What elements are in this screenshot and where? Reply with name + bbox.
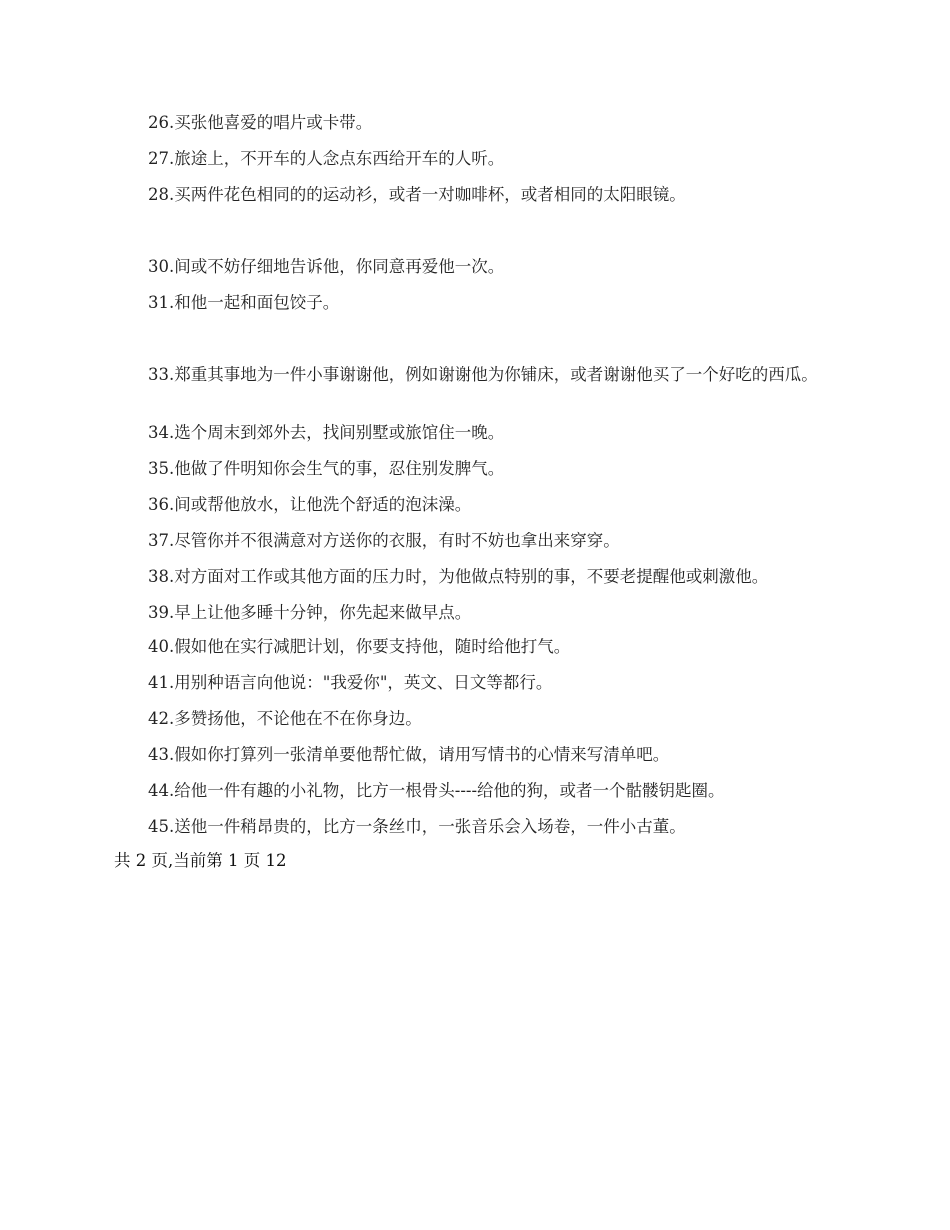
list-item-40: 40.假如他在实行减肥计划，你要支持他，随时给他打气。 bbox=[148, 637, 571, 656]
page-footer: 共 2 页,当前第 1 页 12 bbox=[114, 851, 287, 870]
list-item-35: 35.他做了件明知你会生气的事，忍住别发脾气。 bbox=[148, 459, 505, 478]
list-item-44: 44.给他一件有趣的小礼物，比方一根骨头----给他的狗，或者一个骷髅钥匙圈。 bbox=[148, 781, 725, 800]
list-item-41: 41.用别种语言向他说："我爱你"，英文、日文等都行。 bbox=[148, 673, 553, 692]
list-item-36: 36.间或帮他放水，让他洗个舒适的泡沫澡。 bbox=[148, 495, 472, 514]
list-item-30: 30.间或不妨仔细地告诉他，你同意再爱他一次。 bbox=[148, 257, 505, 276]
list-item-42: 42.多赞扬他，不论他在不在你身边。 bbox=[148, 709, 422, 728]
list-item-45: 45.送他一件稍昂贵的，比方一条丝巾，一张音乐会入场卷，一件小古董。 bbox=[148, 817, 686, 836]
list-item-37: 37.尽管你并不很满意对方送你的衣服，有时不妨也拿出来穿穿。 bbox=[148, 531, 620, 550]
list-item-33: 33.郑重其事地为一件小事谢谢他，例如谢谢他为你铺床，或者谢谢他买了一个好吃的西瓜。 bbox=[148, 365, 818, 384]
list-item-38: 38.对方面对工作或其他方面的压力时，为他做点特别的事，不要老提醒他或刺激他。 bbox=[148, 567, 769, 586]
list-item-26: 26.买张他喜爱的唱片或卡带。 bbox=[148, 113, 373, 132]
list-item-34: 34.选个周末到郊外去，找间别墅或旅馆住一晚。 bbox=[148, 423, 505, 442]
list-item-28: 28.买两件花色相同的的运动衫，或者一对咖啡杯，或者相同的太阳眼镜。 bbox=[148, 185, 686, 204]
list-item-43: 43.假如你打算列一张清单要他帮忙做，请用写情书的心情来写清单吧。 bbox=[148, 745, 670, 764]
list-item-39: 39.早上让他多睡十分钟，你先起来做早点。 bbox=[148, 603, 472, 622]
list-item-31: 31.和他一起和面包饺子。 bbox=[148, 293, 340, 312]
list-item-27: 27.旅途上，不开车的人念点东西给开车的人听。 bbox=[148, 149, 505, 168]
